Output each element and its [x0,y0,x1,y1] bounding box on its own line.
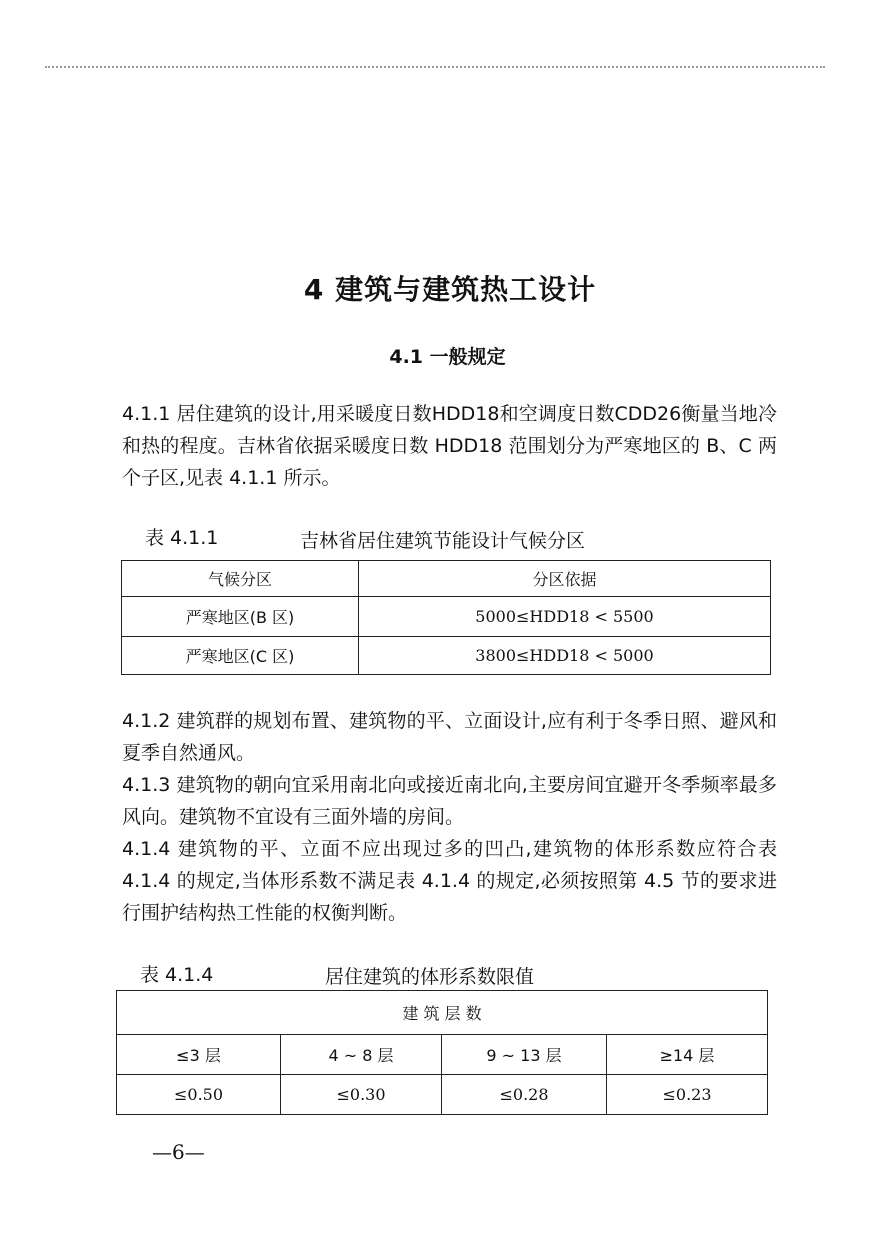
header-cell: 4 ~ 8 层 [281,1035,442,1075]
table-cell: 5000≤HDD18 < 5500 [359,597,771,637]
header-cell: 气候分区 [122,561,359,597]
clause-4-1-4: 4.1.4 建筑物的平、立面不应出现过多的凹凸,建筑物的体形系数应符合表 4.1.4 的规定,当体形系数不满足表 4.1.4 的规定,必须按照第 4.5 节的要求进行围护结构热工性能的权衡判断。 [122,838,777,924]
page-number: —6— [152,1140,205,1164]
scan-artifact-line [45,66,825,68]
table-cell: 3800≤HDD18 < 5000 [359,637,771,675]
table-4-1-4-title: 居住建筑的体形系数限值 [325,966,535,988]
table-group-header-row [117,991,768,1035]
group-header-cell: 建 筑 层 数 [117,991,768,1035]
table-4-1-1-title: 吉林省居住建筑节能设计气候分区 [300,530,586,552]
table-header-row [122,561,771,597]
table-cell: 严寒地区(B 区) [122,597,359,637]
table-header-row [117,1035,768,1075]
chapter-title: 4 建筑与建筑热工设计 [303,273,597,306]
clause-4-1-2: 4.1.2 建筑群的规划布置、建筑物的平、立面设计,应有利于冬季日照、避风和夏季自然通风。 [122,710,777,764]
table-cell: ≤0.28 [442,1075,607,1115]
table-cell: 严寒地区(C 区) [122,637,359,675]
clause-4-1-1: 4.1.1 居住建筑的设计,用采暖度日数HDD18和空调度日数CDD26衡量当地冷和热的程度。吉林省依据采暖度日数 HDD18 范围划分为严寒地区的 B、C 两个子区,见表 4.1.1 所示。 [122,403,777,489]
table-4-1-1 [121,560,771,675]
table-cell: ≤0.30 [281,1075,442,1115]
clause-4-1-3: 4.1.3 建筑物的朝向宜采用南北向或接近南北向,主要房间宜避开冬季频率最多风向。建筑物不宜设有三面外墙的房间。 [122,774,777,828]
header-cell: ≤3 层 [117,1035,281,1075]
table-cell: ≤0.23 [607,1075,768,1115]
table-4-1-4-label: 表 4.1.4 [140,964,214,986]
header-cell: 分区依据 [359,561,771,597]
table-row [122,597,771,637]
table-4-1-4 [116,990,768,1115]
table-4-1-1-label: 表 4.1.1 [145,527,219,549]
table-row [117,1075,768,1115]
table-row [122,637,771,675]
table-cell: ≤0.50 [117,1075,281,1115]
header-cell: ≥14 层 [607,1035,768,1075]
section-title: 4.1 一般规定 [389,346,506,368]
header-cell: 9 ~ 13 层 [442,1035,607,1075]
